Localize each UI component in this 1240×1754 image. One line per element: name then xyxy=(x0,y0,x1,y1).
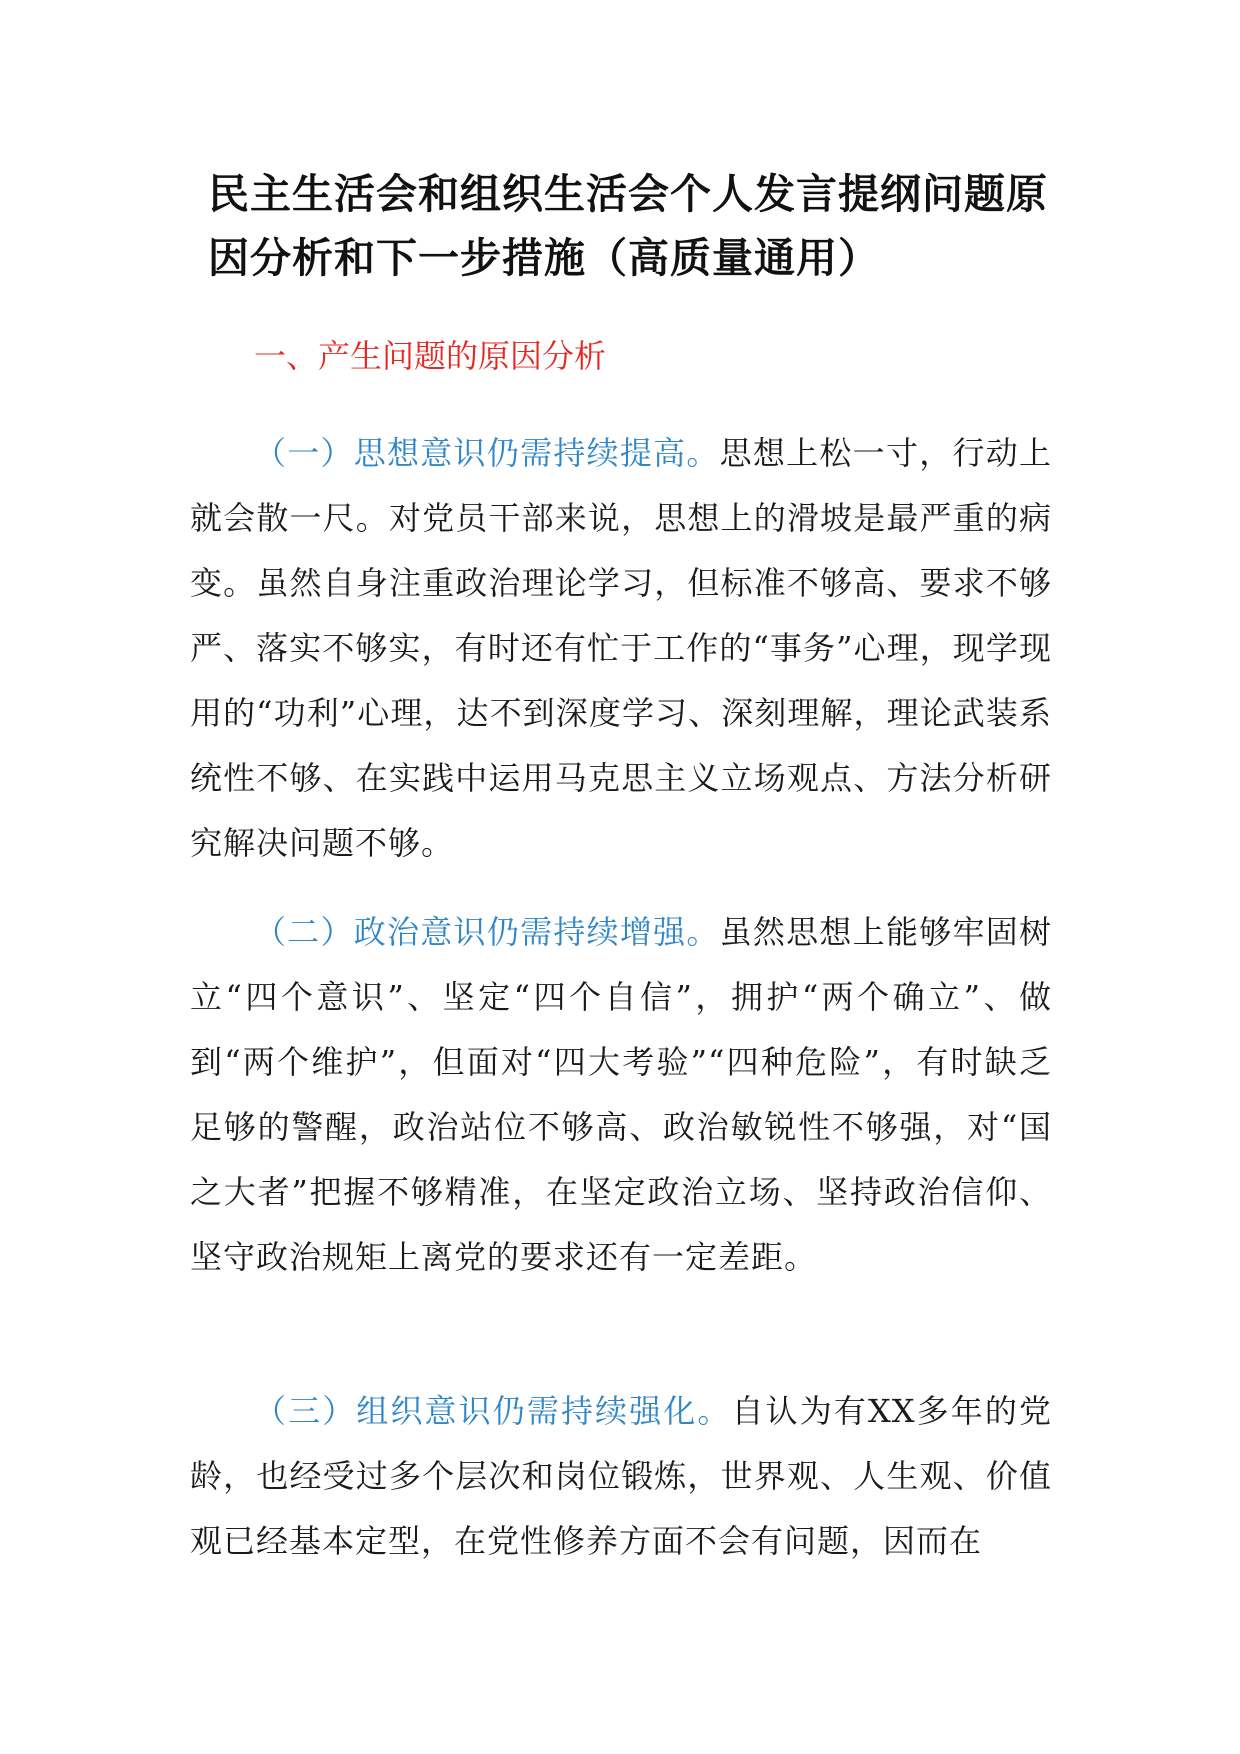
paragraph-3-text: 自认为有XX多年的党龄，也经受过多个层次和岗位锻炼，世界观、人生观、价值观已经基本定型，在党性修养方面不会有问题，因而在 xyxy=(190,1392,1052,1560)
paragraph-1-text: 思想上松一寸，行动上就会散一尺。对党员干部来说，思想上的滑坡是最严重的病变。虽然自身注重政治理论学习，但标准不够高、要求不够严、落实不够实，有时还有忙于工作的“事务”心理，现学现用的“功利”心理，达不到深度学习、深刻理解，理论武装系统性不够、在实践中运用马克思主义立场观点、方法分析研究解决问题不够。 xyxy=(190,434,1052,862)
paragraph-3-heading: （三）组织意识仍需持续强化。 xyxy=(254,1392,732,1430)
paragraph-2-heading: （二）政治意识仍需持续增强。 xyxy=(254,913,720,951)
document-title: 民主生活会和组织生活会个人发言提纲问题原因分析和下一步措施（高质量通用） xyxy=(208,170,1048,282)
paragraph-1 xyxy=(190,421,1052,876)
section-heading: 一、产生问题的原因分析 xyxy=(254,337,607,375)
paragraph-3 xyxy=(190,1379,1052,1574)
paragraph-2 xyxy=(190,900,1052,1290)
paragraph-1-heading: （一）思想意识仍需持续提高。 xyxy=(254,434,720,472)
paragraph-2-text: 虽然思想上能够牢固树立“四个意识”、坚定“四个自信”，拥护“两个确立”、做到“两个维护”，但面对“四大考验”“四种危险”，有时缺乏足够的警醒，政治站位不够高、政治敏锐性不够强，对“国之大者”把握不够精准，在坚定政治立场、坚持政治信仰、坚守政治规矩上离党的要求还有一定差距。 xyxy=(190,913,1052,1276)
